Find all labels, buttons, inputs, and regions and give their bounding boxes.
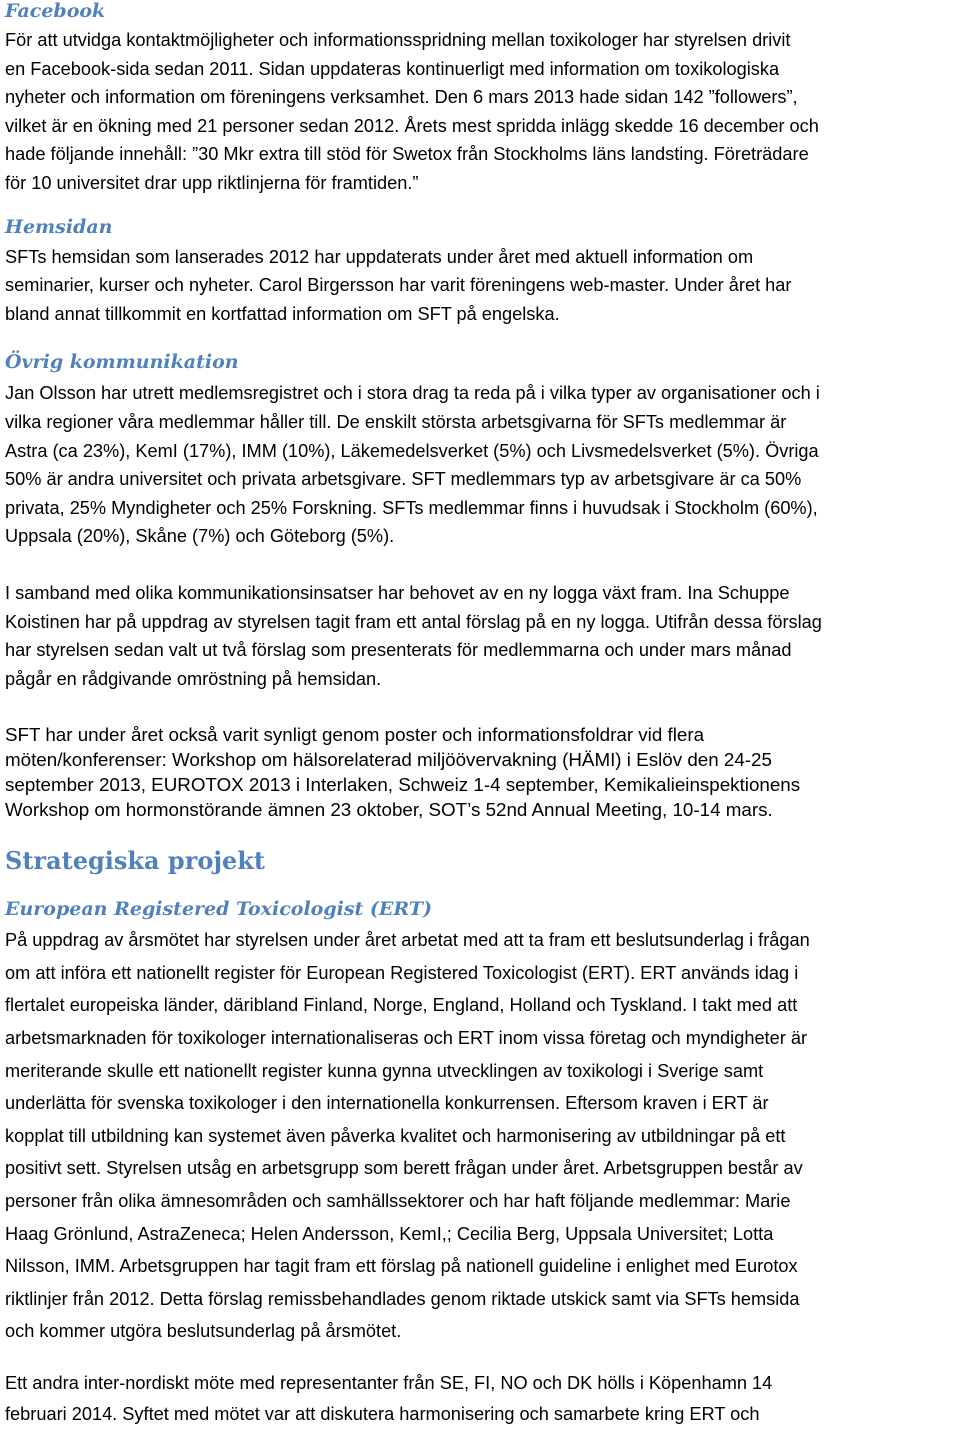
text-line: privata, 25% Myndigheter och 25% Forskning. SFTs medlemmar finns i huvudsak i Stockholm (60%),	[5, 497, 818, 518]
text-line: Workshop om hormonstörande ämnen 23 oktober, SOT’s 52nd Annual Meeting, 10-14 mars.	[5, 799, 773, 821]
text-line: en Facebook-sida sedan 2011. Sidan uppdateras kontinuerligt med information om toxikologiska	[5, 58, 780, 79]
text-line: Ett andra inter-nordiskt möte med representanter från SE, FI, NO och DK hölls i Köpenhamn 14	[5, 1373, 773, 1393]
text-line: vilka regioner våra medlemmar håller till. De enskilt största arbetsgivarna för SFTs medlemmar är	[5, 411, 787, 432]
ovrig-paragraph-1	[5, 379, 957, 551]
hemsidan-heading: Hemsidan	[5, 215, 113, 238]
text-line: vilket är en ökning med 21 personer sedan 2012. Årets mest spridda inlägg skedde 16 december och	[5, 115, 819, 136]
text-line: arbetsmarknaden för toxikologer internationaliseras och ERT inom vissa företag och myndigheter är	[5, 1028, 808, 1049]
text-line: För att utvidga kontaktmöjligheter och informationsspridning mellan toxikologer har styrelsen drivit	[5, 30, 791, 50]
ert-paragraph-1	[5, 924, 957, 1348]
text-line: för 10 universitet drar upp riktlinjerna för framtiden.”	[5, 172, 419, 193]
text-line: september 2013, EUROTOX 2013 i Interlaken, Schweiz 1-4 september, Kemikalieinspektionens	[5, 774, 801, 796]
ovrig-kommunikation-heading: Övrig kommunikation	[5, 351, 239, 374]
text-line: I samband med olika kommunikationsinsatser har behovet av en ny logga växt fram. Ina Schuppe	[5, 582, 790, 603]
text-line: bland annat tillkommit en kortfattad information om SFT på engelska.	[5, 303, 560, 324]
text-line: personer från olika ämnesområden och samhällssektorer och har haft följande medlemmar: Marie	[5, 1191, 791, 1212]
text-line: har styrelsen sedan valt ut två förslag som presenterats för medlemmarna och under mars månad	[5, 640, 792, 661]
text-line: kopplat till utbildning kan systemet även påverka kvalitet och harmonisering av utbildningar på ett	[5, 1125, 786, 1146]
text-line: underlätta för svenska toxikologer i den internationella konkurrensen. Eftersom kraven i ERT är	[5, 1093, 769, 1114]
text-line: flertalet europeiska länder, däribland Finland, Norge, England, Holland och Tyskland. I takt med att	[5, 995, 798, 1016]
text-line: SFT har under året också varit synligt genom poster och informationsfoldrar vid flera	[5, 724, 705, 746]
text-line: positivt sett. Styrelsen utsåg en arbetsgrupp som berett frågan under året. Arbetsgruppen består av	[5, 1158, 803, 1179]
text-line: om att införa ett nationellt register för European Registered Toxicologist (ERT). ERT används idag i	[5, 962, 799, 983]
text-line: pågår en rådgivande omröstning på hemsidan.	[5, 668, 382, 689]
ovrig-paragraph-2	[5, 579, 957, 693]
text-line: Koistinen har på uppdrag av styrelsen tagit fram ett antal förslag på en ny logga. Utifrån dessa förslag	[5, 611, 822, 632]
document-page	[5, 0, 957, 1430]
ert-paragraph-2	[5, 1368, 957, 1430]
text-line: och kommer utgöra beslutsunderlag på årsmötet.	[5, 1321, 402, 1342]
facebook-paragraph	[5, 26, 957, 198]
ert-section	[5, 924, 957, 1430]
text-line: seminarier, kurser och nyheter. Carol Birgersson har varit föreningens web-master. Under året har	[5, 275, 792, 296]
text-line: Haag Grönlund, AstraZeneca; Helen Andersson, KemI,; Cecilia Berg, Uppsala Universitet; Lotta	[5, 1223, 774, 1244]
text-line: hade följande innehåll: ”30 Mkr extra till stöd för Swetox från Stockholms läns landsting. Företrädare	[5, 144, 809, 165]
text-line: möten/konferenser: Workshop om hälsorelaterad miljöövervakning (HÄMI) i Eslöv den 24-25	[5, 749, 772, 771]
strategiska-projekt-heading: Strategiska projekt	[5, 846, 266, 876]
text-line: Jan Olsson har utrett medlemsregistret och i stora drag ta reda på i vilka typer av organisationer och i	[5, 383, 820, 404]
text-line: 50% är andra universitet och privata arbetsgivare. SFT medlemmars typ av arbetsgivare är ca 50%	[5, 469, 802, 490]
text-line: meriterande skulle ett nationellt register kunna gynna utvecklingen av toxikologi i Sverige samt	[5, 1060, 764, 1081]
text-line: februari 2014. Syftet med mötet var att diskutera harmonisering och samarbete kring ERT och	[5, 1404, 760, 1424]
ert-heading: European Registered Toxicologist (ERT)	[5, 898, 432, 921]
text-line: nyheter och information om föreningens verksamhet. Den 6 mars 2013 hade sidan 142 ”followers”,	[5, 87, 798, 108]
text-line: Nilsson, IMM. Arbetsgruppen har tagit fram ett förslag på nationell guideline i enlighet med Eurotox	[5, 1256, 798, 1277]
text-line: På uppdrag av årsmötet har styrelsen under året arbetat med att ta fram ett beslutsunderlag i frågan	[5, 930, 810, 951]
hemsidan-paragraph	[5, 243, 957, 329]
text-line: riktlinjer från 2012. Detta förslag remissbehandlades genom riktade utskick samt via SFTs hemsida	[5, 1288, 800, 1309]
text-line: SFTs hemsidan som lanserades 2012 har uppdaterats under året med aktuell information om	[5, 246, 754, 267]
text-line: Astra (ca 23%), KemI (17%), IMM (10%), Läkemedelsverket (5%) och Livsmedelsverket (5%). Övriga	[5, 440, 819, 461]
ovrig-paragraph-3	[5, 722, 957, 822]
facebook-heading: Facebook	[5, 0, 106, 22]
text-line: Uppsala (20%), Skåne (7%) och Göteborg (5%).	[5, 526, 395, 547]
